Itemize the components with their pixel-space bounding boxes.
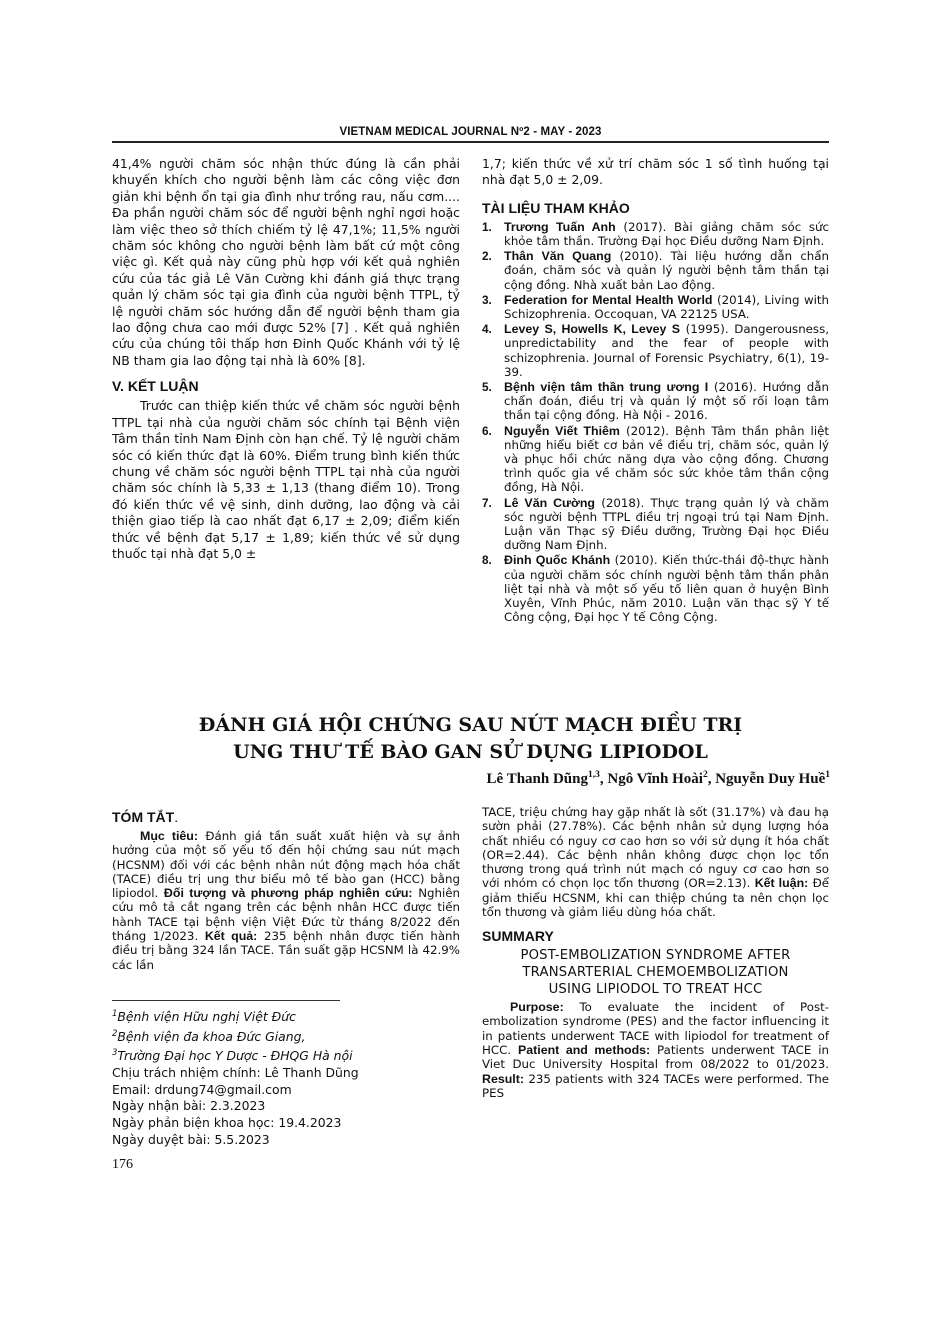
reference-text: (2018). Thực trạng quản lý và chăm sóc người bệnh TTPL điều trị ngoại trú tại Nam Định. Luận văn Thạc sỹ Điều dưỡng, Trường Đại học Điều dưỡng Nam Định. bbox=[504, 495, 829, 553]
header-rule bbox=[112, 141, 829, 143]
results-label: Kết quả: bbox=[204, 929, 258, 944]
reference-item bbox=[482, 322, 829, 379]
reference-number: 1. bbox=[482, 219, 492, 234]
reference-author: Trương Tuấn Anh bbox=[504, 219, 616, 234]
affiliation-1: $^1$Bệnh viện Hữu nghị Việt Đức bbox=[112, 1009, 296, 1025]
author-name: Nguyễn Duy Huề bbox=[715, 771, 826, 787]
objective-label: Mục tiêu: bbox=[140, 829, 198, 843]
affiliation-2: $^2$Bệnh viện đa khoa Đức Giang, bbox=[112, 1028, 306, 1044]
reference-number: 3. bbox=[482, 292, 492, 307]
affiliation-3: $^3$Trường Đại học Y Dược - ĐHQG Hà nội bbox=[112, 1048, 353, 1064]
author-name: Lê Thanh Dũng bbox=[486, 771, 588, 787]
reference-text: (1995). Dangerousness, unpredictability and the fear of people with schizophrenia. Journal of Forensic Psychiatry, 6(1), 19-39. bbox=[504, 322, 829, 379]
reference-number: 8. bbox=[482, 553, 492, 568]
summary-heading: SUMMARY bbox=[482, 928, 554, 945]
summary-body: Purpose: To evaluate the incident of Post-embolization syndrome (PES) and the factor influencing it in patients underwent TACE with lipiodol for treatment of HCC. Patient and methods: Patients underwent TACE in Viet Duc University Hospital from 08/2022 to 01/2023. Result: 235 patients with 324 TACEs were performed. The PES bbox=[482, 1000, 829, 1100]
footnote-rule bbox=[112, 1000, 340, 1001]
abstract-vi-heading: TÓM TẮT. bbox=[112, 809, 179, 825]
footnotes bbox=[112, 1006, 462, 1148]
reference-list bbox=[482, 220, 829, 625]
abstract-vi-continuation: TACE, triệu chứng hay gặp nhất là sốt (31.17%) và đau hạ sườn phải (27.78%). Các bệnh nhân sử dụng lượng hóa chất nhiều có nguy cơ cao hơn so với sử dụng ít hóa chất (OR=2.44). Các bệnh nhân không được chọn lọc tổn thương trong quá trình nút mạch có nguy cơ cao hơn so với nhóm có chọn lọc tổn thương (OR=2.13). Kết luận: Để giảm thiểu HCSNM, khi can thiệp chúng ta nên chọn lọc tổn thương và giảm liều dùng hóa chất. bbox=[482, 805, 829, 920]
reference-item bbox=[482, 553, 829, 624]
reference-item bbox=[482, 496, 829, 553]
conclusion-paragraph: Trước can thiệp kiến thức về chăm sóc người bệnh TTPL tại nhà của người chăm sóc chính tại Bệnh viện Tâm thần tỉnh Nam Định còn hạn chế. Tỷ lệ người chăm sóc có kiến thức đạt là 60%. Điểm trung bình kiến thức chung về chăm sóc người bệnh TTPL tại nhà của người chăm sóc chính là 5,33 ± 1,13 (thang điểm 10). Trong đó kiến thức về vệ sinh, dinh dưỡng, lao động và cải thiện giao tiếp là cao nhất đạt 6,17 ± 2,09; điểm kiến thức về bệnh đạt 5,17 ± 1,89; kiến thức về sử dụng thuốc tại nhà đạt 5,0 ± bbox=[112, 398, 460, 561]
reference-author: Nguyễn Viết Thiêm bbox=[504, 423, 620, 438]
reference-text: (2010). Kiến thức-thái độ-thực hành của người chăm sóc chính người bệnh tâm thần phân liệt tại nhà và một số yếu tố liên quan ở huyện Bình Xuyên, Vĩnh Phúc, năm 2010. Luận văn thạc sỹ Y tế Công cộng, Đại học Y tế Công Cộng. bbox=[504, 553, 830, 625]
reference-number: 2. bbox=[482, 249, 492, 264]
reference-item bbox=[482, 249, 829, 292]
author-name: Ngô Vĩnh Hoài bbox=[607, 771, 703, 787]
reference-item bbox=[482, 220, 829, 248]
right-column bbox=[482, 156, 829, 626]
corresponding-author: Chịu trách nhiệm chính: Lê Thanh Dũng bbox=[112, 1065, 359, 1081]
summary-title: POST-EMBOLIZATION SYNDROME AFTER TRANSARTERIAL CHEMOEMBOLIZATION USING LIPIODOL TO TREAT HCC bbox=[520, 948, 791, 997]
email: Email: drdung74@gmail.com bbox=[112, 1081, 292, 1097]
article-title-line: ĐÁNH GIÁ HỘI CHỨNG SAU NÚT MẠCH ĐIỀU TRỊ bbox=[198, 714, 743, 736]
abstract-vi-column bbox=[112, 808, 460, 972]
author-separator: , bbox=[599, 771, 608, 787]
reference-item bbox=[482, 380, 829, 423]
reference-text: (2017). Bài giảng chăm sóc sức khỏe tâm thần. Trường Đại học Điều dưỡng Nam Định. bbox=[504, 219, 829, 249]
summary-column bbox=[482, 805, 829, 1100]
accepted-date: Ngày duyệt bài: 5.5.2023 bbox=[112, 1131, 270, 1147]
reference-author: Federation for Mental Health World bbox=[504, 292, 713, 307]
reference-text: (2014), Living with Schizophrenia. Occoquan, VA 22125 USA. bbox=[504, 292, 829, 322]
conclusion-heading: V. KẾT LUẬN bbox=[112, 378, 199, 395]
patient-methods-label: Patient and methods: bbox=[517, 1043, 651, 1058]
conclusion-continuation: 1,7; kiến thức về xử trí chăm sóc 1 số tình huống tại nhà đạt 5,0 ± 2,09. bbox=[482, 156, 829, 188]
methods-label: Đối tượng và phương pháp nghiên cứu: bbox=[163, 886, 413, 901]
article-title bbox=[112, 712, 829, 766]
author-separator: , bbox=[707, 771, 716, 787]
left-column bbox=[112, 156, 460, 562]
result-label: Result: bbox=[482, 1071, 524, 1086]
reference-author: Levey S, Howells K, Levey S bbox=[504, 322, 681, 337]
purpose-label: Purpose: bbox=[510, 1000, 564, 1015]
reference-number: 5. bbox=[482, 380, 492, 395]
reference-author: Đinh Quốc Khánh bbox=[504, 553, 611, 568]
conclusion-label: Kết luận: bbox=[754, 876, 809, 891]
reference-author: Bệnh viện tâm thần trung ương I bbox=[504, 380, 709, 395]
reference-text: (2010). Tài liệu hướng dẫn chẩn đoán, chăm sóc và quản lý người bệnh tâm thần tại cộng đồng. Nhà xuất bản Lao động. bbox=[504, 249, 829, 292]
author-affiliation: 1 bbox=[825, 770, 830, 780]
page-number: 176 bbox=[112, 1157, 133, 1172]
reference-item bbox=[482, 293, 829, 321]
journal-header: VIETNAM MEDICAL JOURNAL Nº2 - MAY - 2023 bbox=[339, 126, 602, 138]
article-title-line: UNG THƯ TẾ BÀO GAN SỬ DỤNG LIPIODOL bbox=[233, 741, 708, 763]
reference-text: (2012). Bệnh Tâm thần phân liệt những hiểu biết cơ bản về điều trị, chăm sóc, quản lý và phục hồi chức năng dựa vào cộng đồng. Chương trình quốc gia về chăm sóc sức khỏe tâm thần cộng đồng, Hà Nội. bbox=[504, 423, 829, 495]
discussion-paragraph: 41,4% người chăm sóc nhận thức đúng là cần phải khuyến khích cho người bệnh làm các công việc đơn giản khi bệnh ổn tại gia đình như trồng rau, nấu cơm.... Đa phần người chăm sóc để người bệnh nghỉ ngơi hoặc làm việc theo sở thích chiếm tỷ lệ 47,1%; 11,5% người chăm sóc không cho người bệnh làm bất cứ một công việc gì. Kết quả này cũng phù hợp với kết quả nghiên cứu của tác giả Lê Văn Cường khi đánh giá thực trạng quản lý chăm sóc tại gia đình của người bệnh TTPL, tỷ lệ người chăm sóc hướng dẫn để người bệnh tham gia lao động chưa cao mới được 52% [7] . Kết quả nghiên cứu của chúng tôi thấp hơn Đinh Quốc Khánh với tỷ lệ NB tham gia lao động tại nhà là 60% [8]. bbox=[112, 156, 460, 368]
reference-text: (2016). Hướng dẫn chẩn đoán, điều trị và quản lý một số rối loạn tâm thần tại cộng đồng. Hà Nội - 2016. bbox=[504, 380, 829, 423]
reference-item bbox=[482, 424, 829, 495]
reference-number: 7. bbox=[482, 495, 492, 510]
author-affiliation: 1,3 bbox=[588, 770, 600, 780]
references-heading: TÀI LIỆU THAM KHẢO bbox=[482, 199, 630, 216]
author-affiliation: 2 bbox=[702, 770, 708, 780]
author-list bbox=[487, 770, 830, 788]
received-date: Ngày nhận bài: 2.3.2023 bbox=[112, 1098, 266, 1114]
reference-number: 6. bbox=[482, 423, 492, 438]
reference-author: Lê Văn Cường bbox=[504, 495, 595, 510]
reference-number: 4. bbox=[482, 322, 492, 337]
reviewed-date: Ngày phản biện khoa học: 19.4.2023 bbox=[112, 1114, 342, 1130]
abstract-vi-body: Mục tiêu: Đánh giá tần suất xuất hiện và sự ảnh hưởng của một số yếu tố đến hội chứng sau nút mạch (HCSNM) đối với các bệnh nhân nút động mạch hóa chất (TACE) điều trị ung thư biểu mô tế bào gan (HCC) bằng lipiodol. Đối tượng và phương pháp nghiên cứu: Nghiên cứu mô tả cắt ngang trên các bệnh nhân HCC được tiến hành TACE tại bệnh viện Việt Đức từ tháng 8/2022 đến tháng 1/2023. Kết quả: 235 bệnh nhân được tiến hành điều trị bằng 324 lần TACE. Tần suất gặp HCSNM là 42.9% các lần bbox=[112, 829, 460, 972]
reference-author: Thân Văn Quang bbox=[504, 249, 612, 264]
